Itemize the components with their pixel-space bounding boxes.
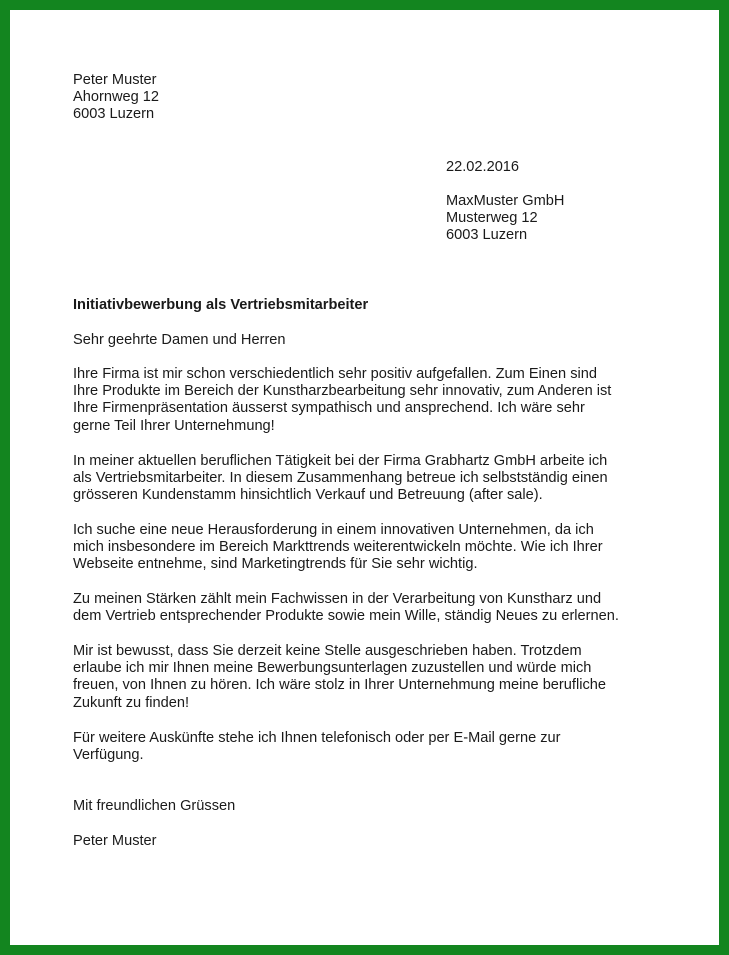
- paragraph-5: [73, 643, 606, 712]
- signature-name: Peter Muster: [73, 833, 157, 849]
- recipient-address: [446, 193, 564, 245]
- paragraph-1: [73, 366, 611, 435]
- paragraph-line: erlaube ich mir Ihnen meine Bewerbungsunterlagen zuzustellen und würde mich: [73, 660, 592, 677]
- salutation: Sehr geehrte Damen und Herren: [73, 332, 286, 348]
- paragraph-line: Für weitere Auskünfte stehe ich Ihnen telefonisch oder per E-Mail gerne zur: [73, 730, 561, 746]
- sender-street: Ahornweg 12: [73, 89, 160, 106]
- letter-subject: Initiativbewerbung als Vertriebsmitarbeiter: [73, 297, 369, 313]
- letter-date: 22.02.2016: [446, 159, 520, 175]
- paragraph-4: [73, 591, 619, 625]
- closing-greeting: Mit freundlichen Grüssen: [73, 798, 236, 814]
- paragraph-line: Verfügung.: [73, 747, 144, 764]
- paragraph-line: Mir ist bewusst, dass Sie derzeit keine Stelle ausgeschrieben haben. Trotzdem: [73, 643, 582, 659]
- sender-name: Peter Muster: [73, 72, 157, 88]
- paragraph-line: Ihre Produkte im Bereich der Kunstharzbearbeitung sehr innovativ, zum Anderen ist: [73, 383, 612, 400]
- paragraph-line: Webseite entnehme, sind Marketingtrends für Sie sehr wichtig.: [73, 556, 478, 573]
- paragraph-line: grösseren Kundenstamm hinsichtlich Verkauf und Betreuung (after sale).: [73, 487, 543, 504]
- paragraph-line: Zu meinen Stärken zählt mein Fachwissen in der Verarbeitung von Kunstharz und: [73, 591, 602, 607]
- paragraph-line: Ich suche eine neue Herausforderung in einem innovativen Unternehmen, da ich: [73, 522, 594, 538]
- sender-city: 6003 Luzern: [73, 106, 155, 123]
- paragraph-3: [73, 522, 603, 574]
- paragraph-line: freuen, von Ihnen zu hören. Ich wäre stolz in Ihrer Unternehmung meine berufliche: [73, 677, 606, 694]
- paragraph-line: In meiner aktuellen beruflichen Tätigkeit bei der Firma Grabhartz GmbH arbeite ich: [73, 453, 608, 469]
- paragraph-line: Ihre Firma ist mir schon verschiedentlich sehr positiv aufgefallen. Zum Einen sind: [73, 366, 597, 382]
- recipient-city: 6003 Luzern: [446, 227, 528, 244]
- paragraph-line: als Vertriebsmitarbeiter. In diesem Zusammenhang betreue ich selbstständig einen: [73, 470, 608, 487]
- paragraph-line: gerne Teil Ihrer Unternehmung!: [73, 417, 275, 434]
- recipient-company: MaxMuster GmbH: [446, 193, 565, 209]
- paragraph-6: [73, 730, 561, 764]
- paragraph-2: [73, 453, 608, 505]
- sender-address: [73, 72, 159, 124]
- paragraph-line: mich insbesondere im Bereich Markttrends weiterentwickeln möchte. Wie ich Ihrer: [73, 539, 603, 556]
- paragraph-line: Ihre Firmenpräsentation äusserst sympathisch und ansprechend. Ich wäre sehr: [73, 400, 585, 417]
- recipient-street: Musterweg 12: [446, 210, 538, 227]
- paragraph-line: Zukunft zu finden!: [73, 694, 190, 711]
- paragraph-line: dem Vertrieb entsprechender Produkte sowie mein Wille, ständig Neues zu erlernen.: [73, 608, 619, 625]
